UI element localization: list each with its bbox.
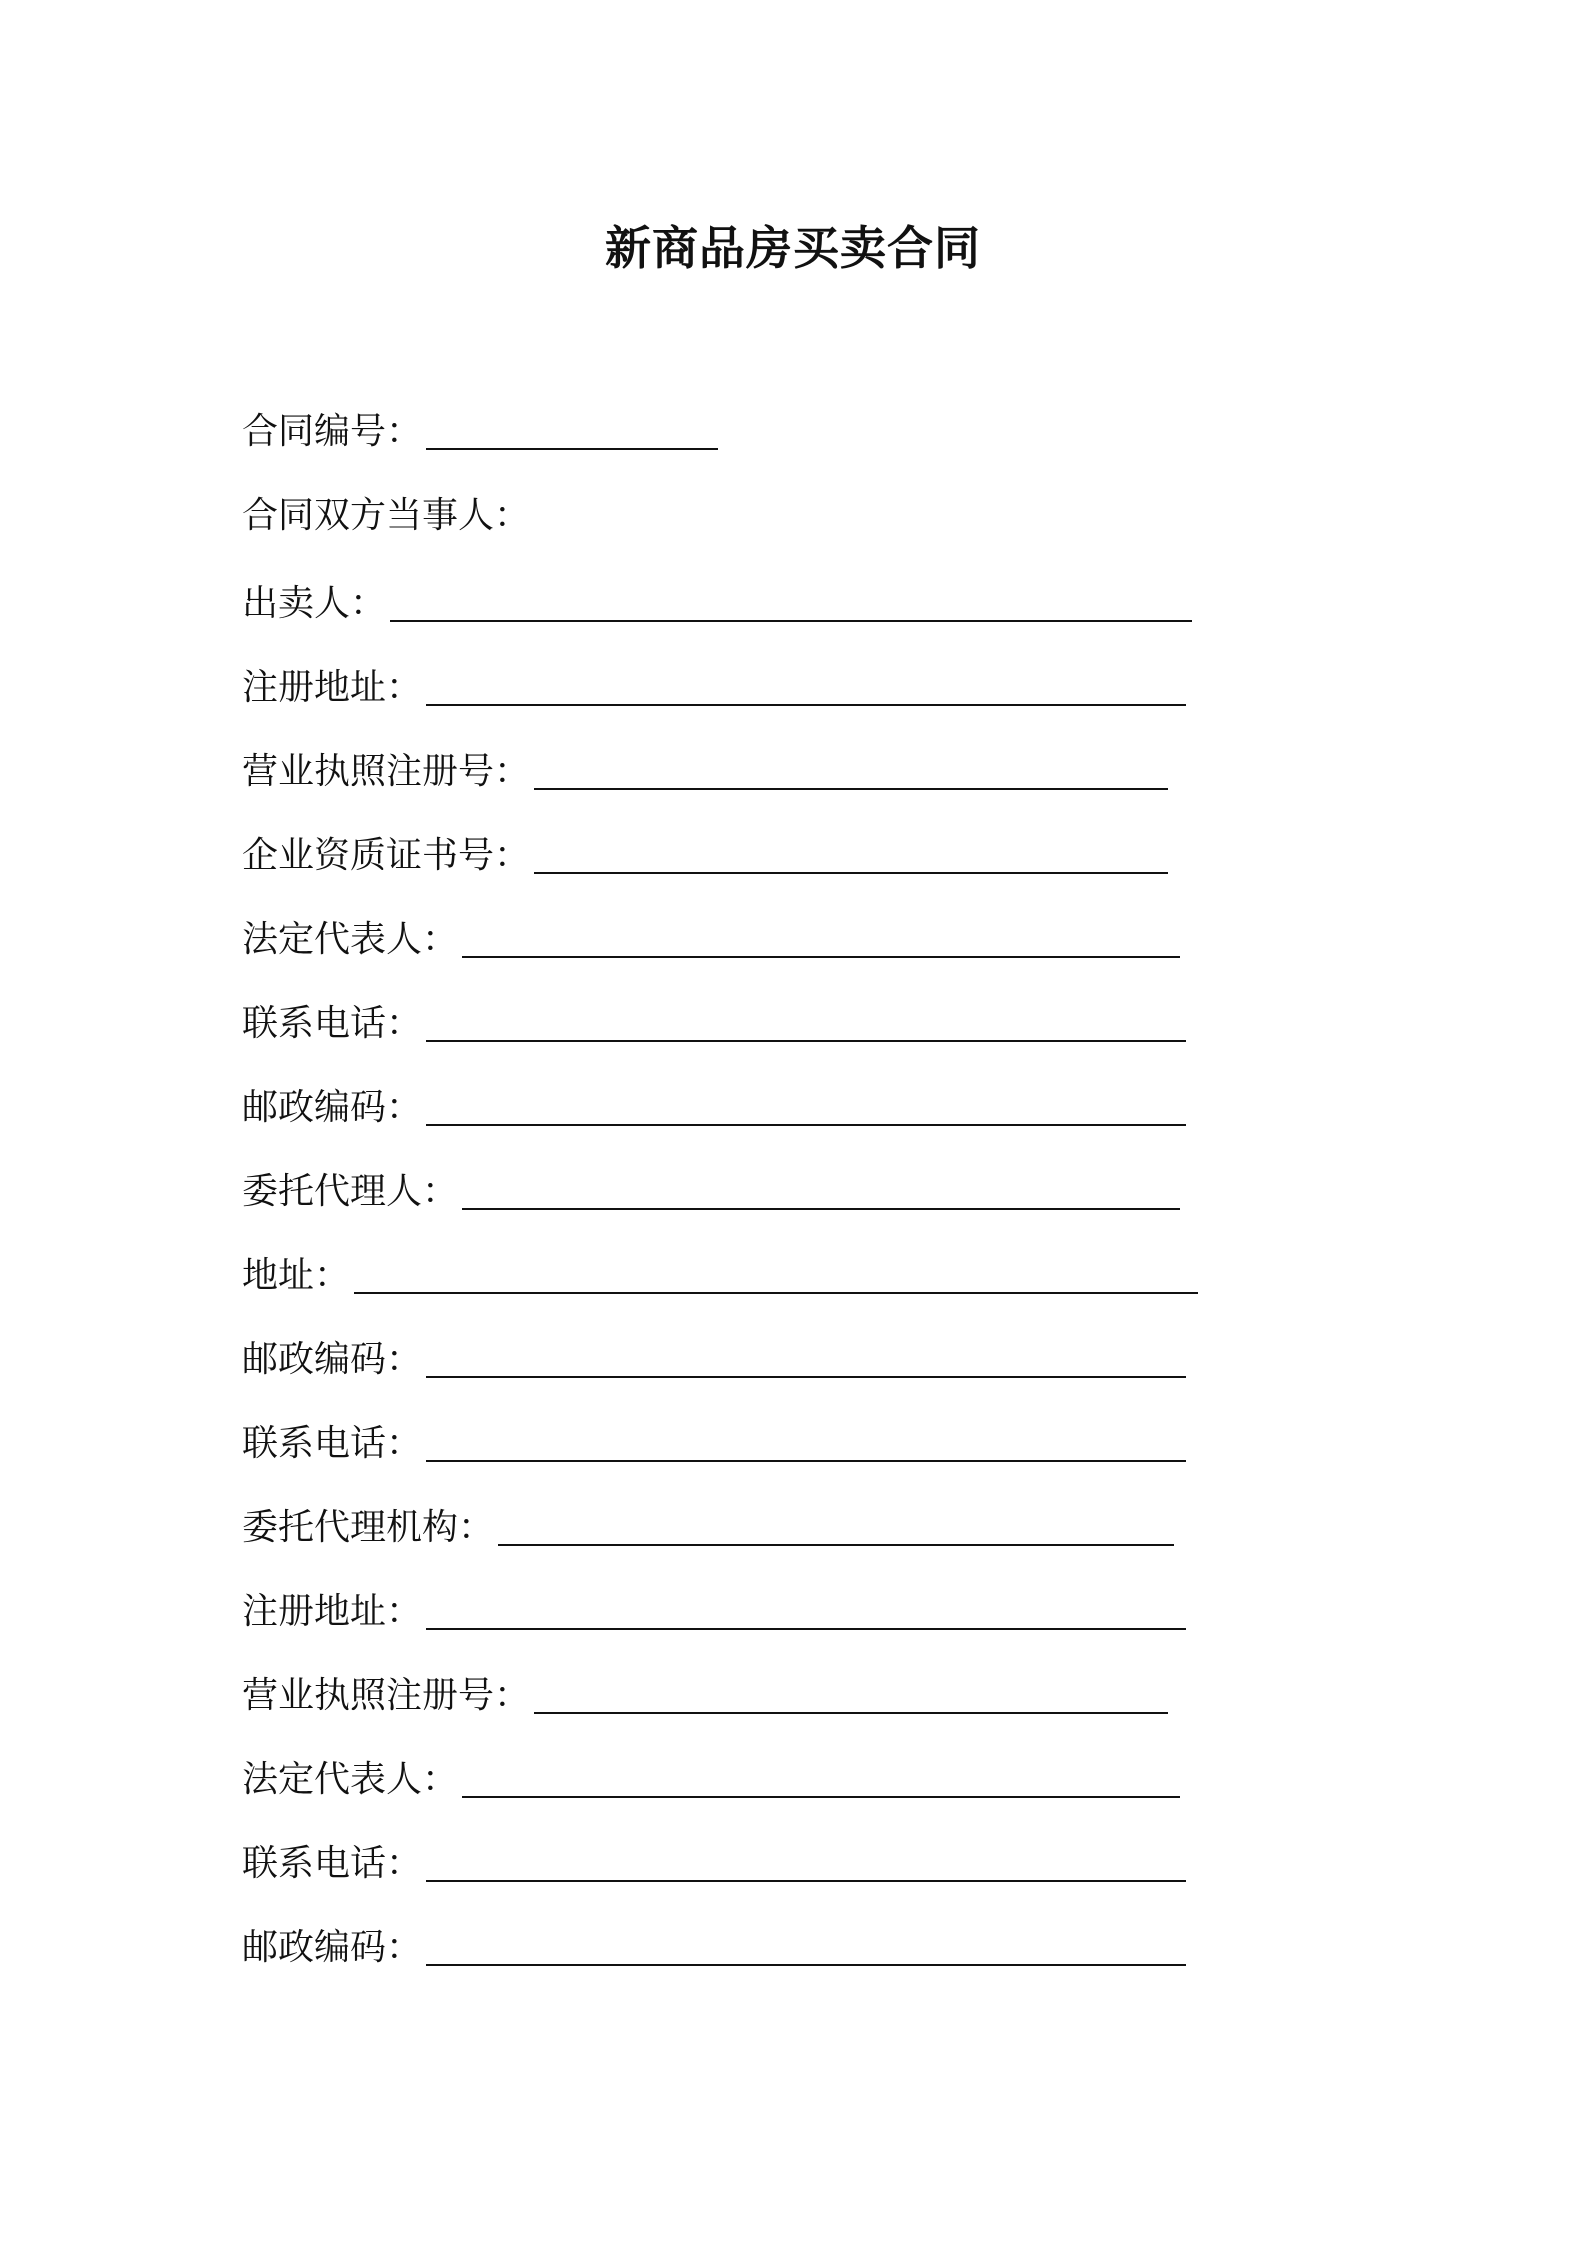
field-row-phone (242, 1840, 1186, 1888)
field-row-business-license (242, 1672, 1168, 1720)
field-blank[interactable] (426, 1592, 1186, 1630)
field-blank[interactable] (534, 836, 1168, 874)
field-blank[interactable] (354, 1256, 1198, 1294)
field-row-registered-address (242, 664, 1186, 712)
field-blank[interactable] (426, 668, 1186, 706)
field-blank[interactable] (534, 1676, 1168, 1714)
field-row-business-license (242, 748, 1168, 796)
field-blank[interactable] (426, 1340, 1186, 1378)
field-blank[interactable] (426, 1004, 1186, 1042)
field-row-postcode (242, 1336, 1186, 1384)
contract-number-row (242, 408, 718, 456)
field-label: 邮政编码： (242, 1087, 423, 1128)
document-title: 新商品房买卖合同 (605, 221, 981, 275)
field-blank[interactable] (462, 1172, 1180, 1210)
field-row-phone (242, 1420, 1186, 1468)
field-label: 联系电话： (242, 1843, 423, 1884)
field-label: 注册地址： (242, 1591, 423, 1632)
field-label: 地址： (242, 1255, 351, 1296)
field-blank[interactable] (426, 1424, 1186, 1462)
field-blank[interactable] (426, 1088, 1186, 1126)
field-row-registered-address (242, 1588, 1186, 1636)
field-label: 邮政编码： (242, 1927, 423, 1968)
field-row-postcode (242, 1084, 1186, 1132)
field-row-agency (242, 1504, 1174, 1552)
field-blank[interactable] (534, 752, 1168, 790)
field-row-legal-rep (242, 916, 1180, 964)
contract-number-field[interactable] (426, 412, 718, 450)
parties-heading: 合同双方当事人： (242, 495, 531, 536)
field-label: 联系电话： (242, 1003, 423, 1044)
field-label: 出卖人： (242, 583, 387, 624)
field-label: 委托代理人： (242, 1171, 459, 1212)
field-blank[interactable] (390, 584, 1192, 622)
field-label: 企业资质证书号： (242, 835, 531, 876)
field-blank[interactable] (426, 1928, 1186, 1966)
field-label: 联系电话： (242, 1423, 423, 1464)
field-row-address (242, 1252, 1198, 1300)
field-label: 营业执照注册号： (242, 1675, 531, 1716)
field-row-phone (242, 1000, 1186, 1048)
field-blank[interactable] (498, 1508, 1174, 1546)
field-blank[interactable] (426, 1844, 1186, 1882)
field-label: 委托代理机构： (242, 1507, 495, 1548)
field-row-postcode (242, 1924, 1186, 1972)
field-row-seller (242, 580, 1192, 628)
field-row-legal-rep (242, 1756, 1180, 1804)
field-row-agent (242, 1168, 1180, 1216)
field-label: 法定代表人： (242, 919, 459, 960)
field-label: 邮政编码： (242, 1339, 423, 1380)
contract-number-label: 合同编号： (242, 411, 423, 452)
field-blank[interactable] (462, 920, 1180, 958)
field-row-qualification-cert (242, 832, 1168, 880)
parties-heading-row (242, 492, 530, 540)
field-label: 营业执照注册号： (242, 751, 531, 792)
field-label: 法定代表人： (242, 1759, 459, 1800)
field-label: 注册地址： (242, 667, 423, 708)
field-blank[interactable] (462, 1760, 1180, 1798)
